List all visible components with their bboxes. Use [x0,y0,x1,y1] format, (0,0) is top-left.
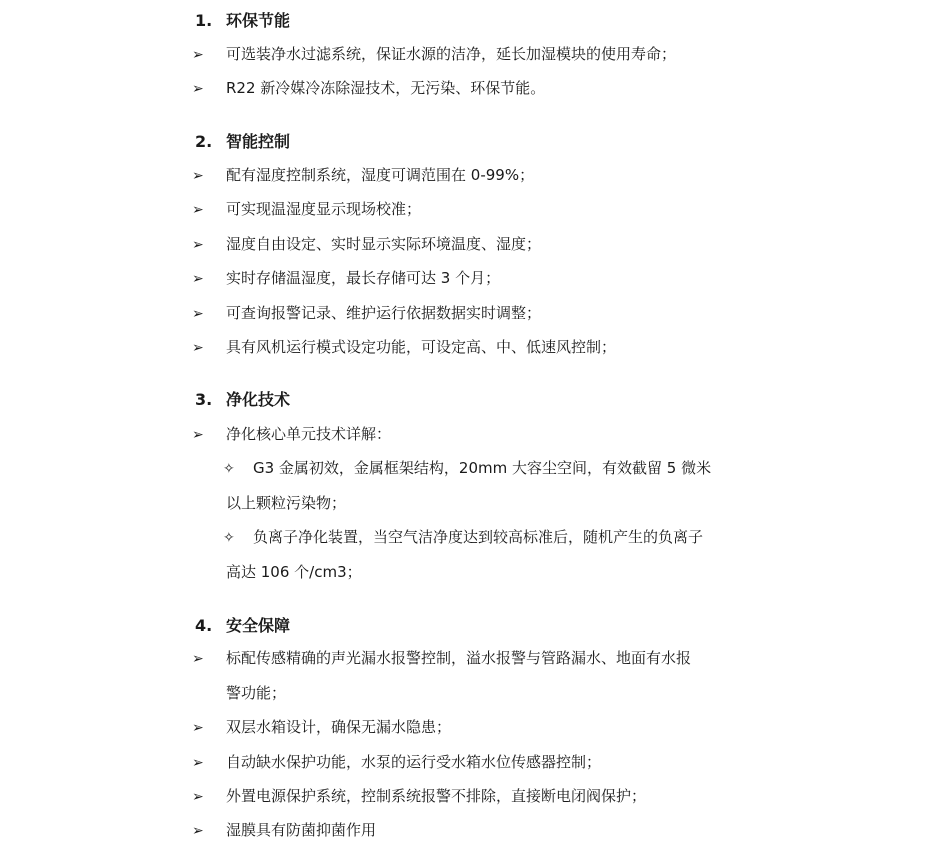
four-point-star-bullet-icon: ✧ [223,530,235,546]
list-item [192,198,421,219]
list-item [192,336,616,357]
section-title: 安全保障 [226,616,291,635]
list-item [192,716,451,737]
list-item-text: 自动缺水保护功能，水泵的运行受水箱水位传感器控制； [226,753,602,771]
sub-list-item-continuation: 高达 106 个/cm3； [226,563,362,581]
section-title: 环保节能 [226,11,291,30]
arrowhead-bullet-icon: ➢ [192,271,204,287]
arrowhead-bullet-icon: ➢ [192,755,204,771]
sub-list-item-text: 负离子净化装置，当空气洁净度达到较高标准后，随机产生的负离子 [253,528,704,546]
arrowhead-bullet-icon: ➢ [192,651,204,667]
list-item-text: 双层水箱设计，确保无漏水隐患； [226,718,452,736]
list-item [192,647,691,668]
list-item-text: 配有湿度控制系统，湿度可调范围在 0-99%； [226,166,535,184]
list-item [192,785,646,806]
arrowhead-bullet-icon: ➢ [192,306,204,322]
arrowhead-bullet-icon: ➢ [192,720,204,736]
sub-list-item-continuation: 以上颗粒污染物； [226,494,347,512]
list-item [192,423,391,444]
list-item-text: 可实现温湿度显示现场校准； [226,200,422,218]
section-number: 4. [195,616,213,635]
list-item [192,302,541,323]
list-item-text: 净化核心单元技术详解： [226,425,392,443]
list-item [192,43,676,64]
section-heading-safety [195,613,290,636]
arrowhead-bullet-icon: ➢ [192,823,204,839]
section-title: 净化技术 [226,390,291,409]
list-item-text: 外置电源保护系统，控制系统报警不排除，直接断电闭阀保护； [226,787,647,805]
list-item [192,164,534,185]
list-item-text: 具有风机运行模式设定功能，可设定高、中、低速风控制； [226,338,617,356]
list-item-text: R22 新冷媒冷冻除湿技术，无污染、环保节能。 [226,79,546,97]
list-item-text: 标配传感精确的声光漏水报警控制，溢水报警与管路漏水、地面有水报 [226,649,692,667]
list-item [192,233,541,254]
sub-list-item [223,526,703,547]
sub-list-item-text: G3 金属初效，金属框架结构，20mm 大容尘空间，有效截留 5 微米 [253,459,712,477]
list-item [192,819,376,840]
list-item [192,77,545,98]
list-item-text: 湿膜具有防菌抑菌作用 [226,821,377,839]
four-point-star-bullet-icon: ✧ [223,461,235,477]
list-item [192,267,500,288]
section-title: 智能控制 [226,132,291,151]
list-item-continuation: 警功能； [226,684,287,702]
arrowhead-bullet-icon: ➢ [192,237,204,253]
list-item-text: 可查询报警记录、维护运行依据数据实时调整； [226,304,542,322]
section-heading-purification [195,387,290,410]
arrowhead-bullet-icon: ➢ [192,47,204,63]
arrowhead-bullet-icon: ➢ [192,202,204,218]
list-item-text: 实时存储温湿度，最长存储可达 3 个月； [226,269,501,287]
list-item-text: 湿度自由设定、实时显示实际环境温度、湿度； [226,235,542,253]
section-heading-smart-control [195,129,290,152]
list-item-text: 可选装净水过滤系统，保证水源的洁净，延长加湿模块的使用寿命； [226,45,677,63]
sub-list-item [223,457,711,478]
arrowhead-bullet-icon: ➢ [192,168,204,184]
section-number: 1. [195,11,213,30]
arrowhead-bullet-icon: ➢ [192,340,204,356]
section-number: 3. [195,390,213,409]
list-item [192,751,601,772]
section-number: 2. [195,132,213,151]
section-heading-environmental [195,8,290,31]
arrowhead-bullet-icon: ➢ [192,427,204,443]
arrowhead-bullet-icon: ➢ [192,789,204,805]
arrowhead-bullet-icon: ➢ [192,81,204,97]
